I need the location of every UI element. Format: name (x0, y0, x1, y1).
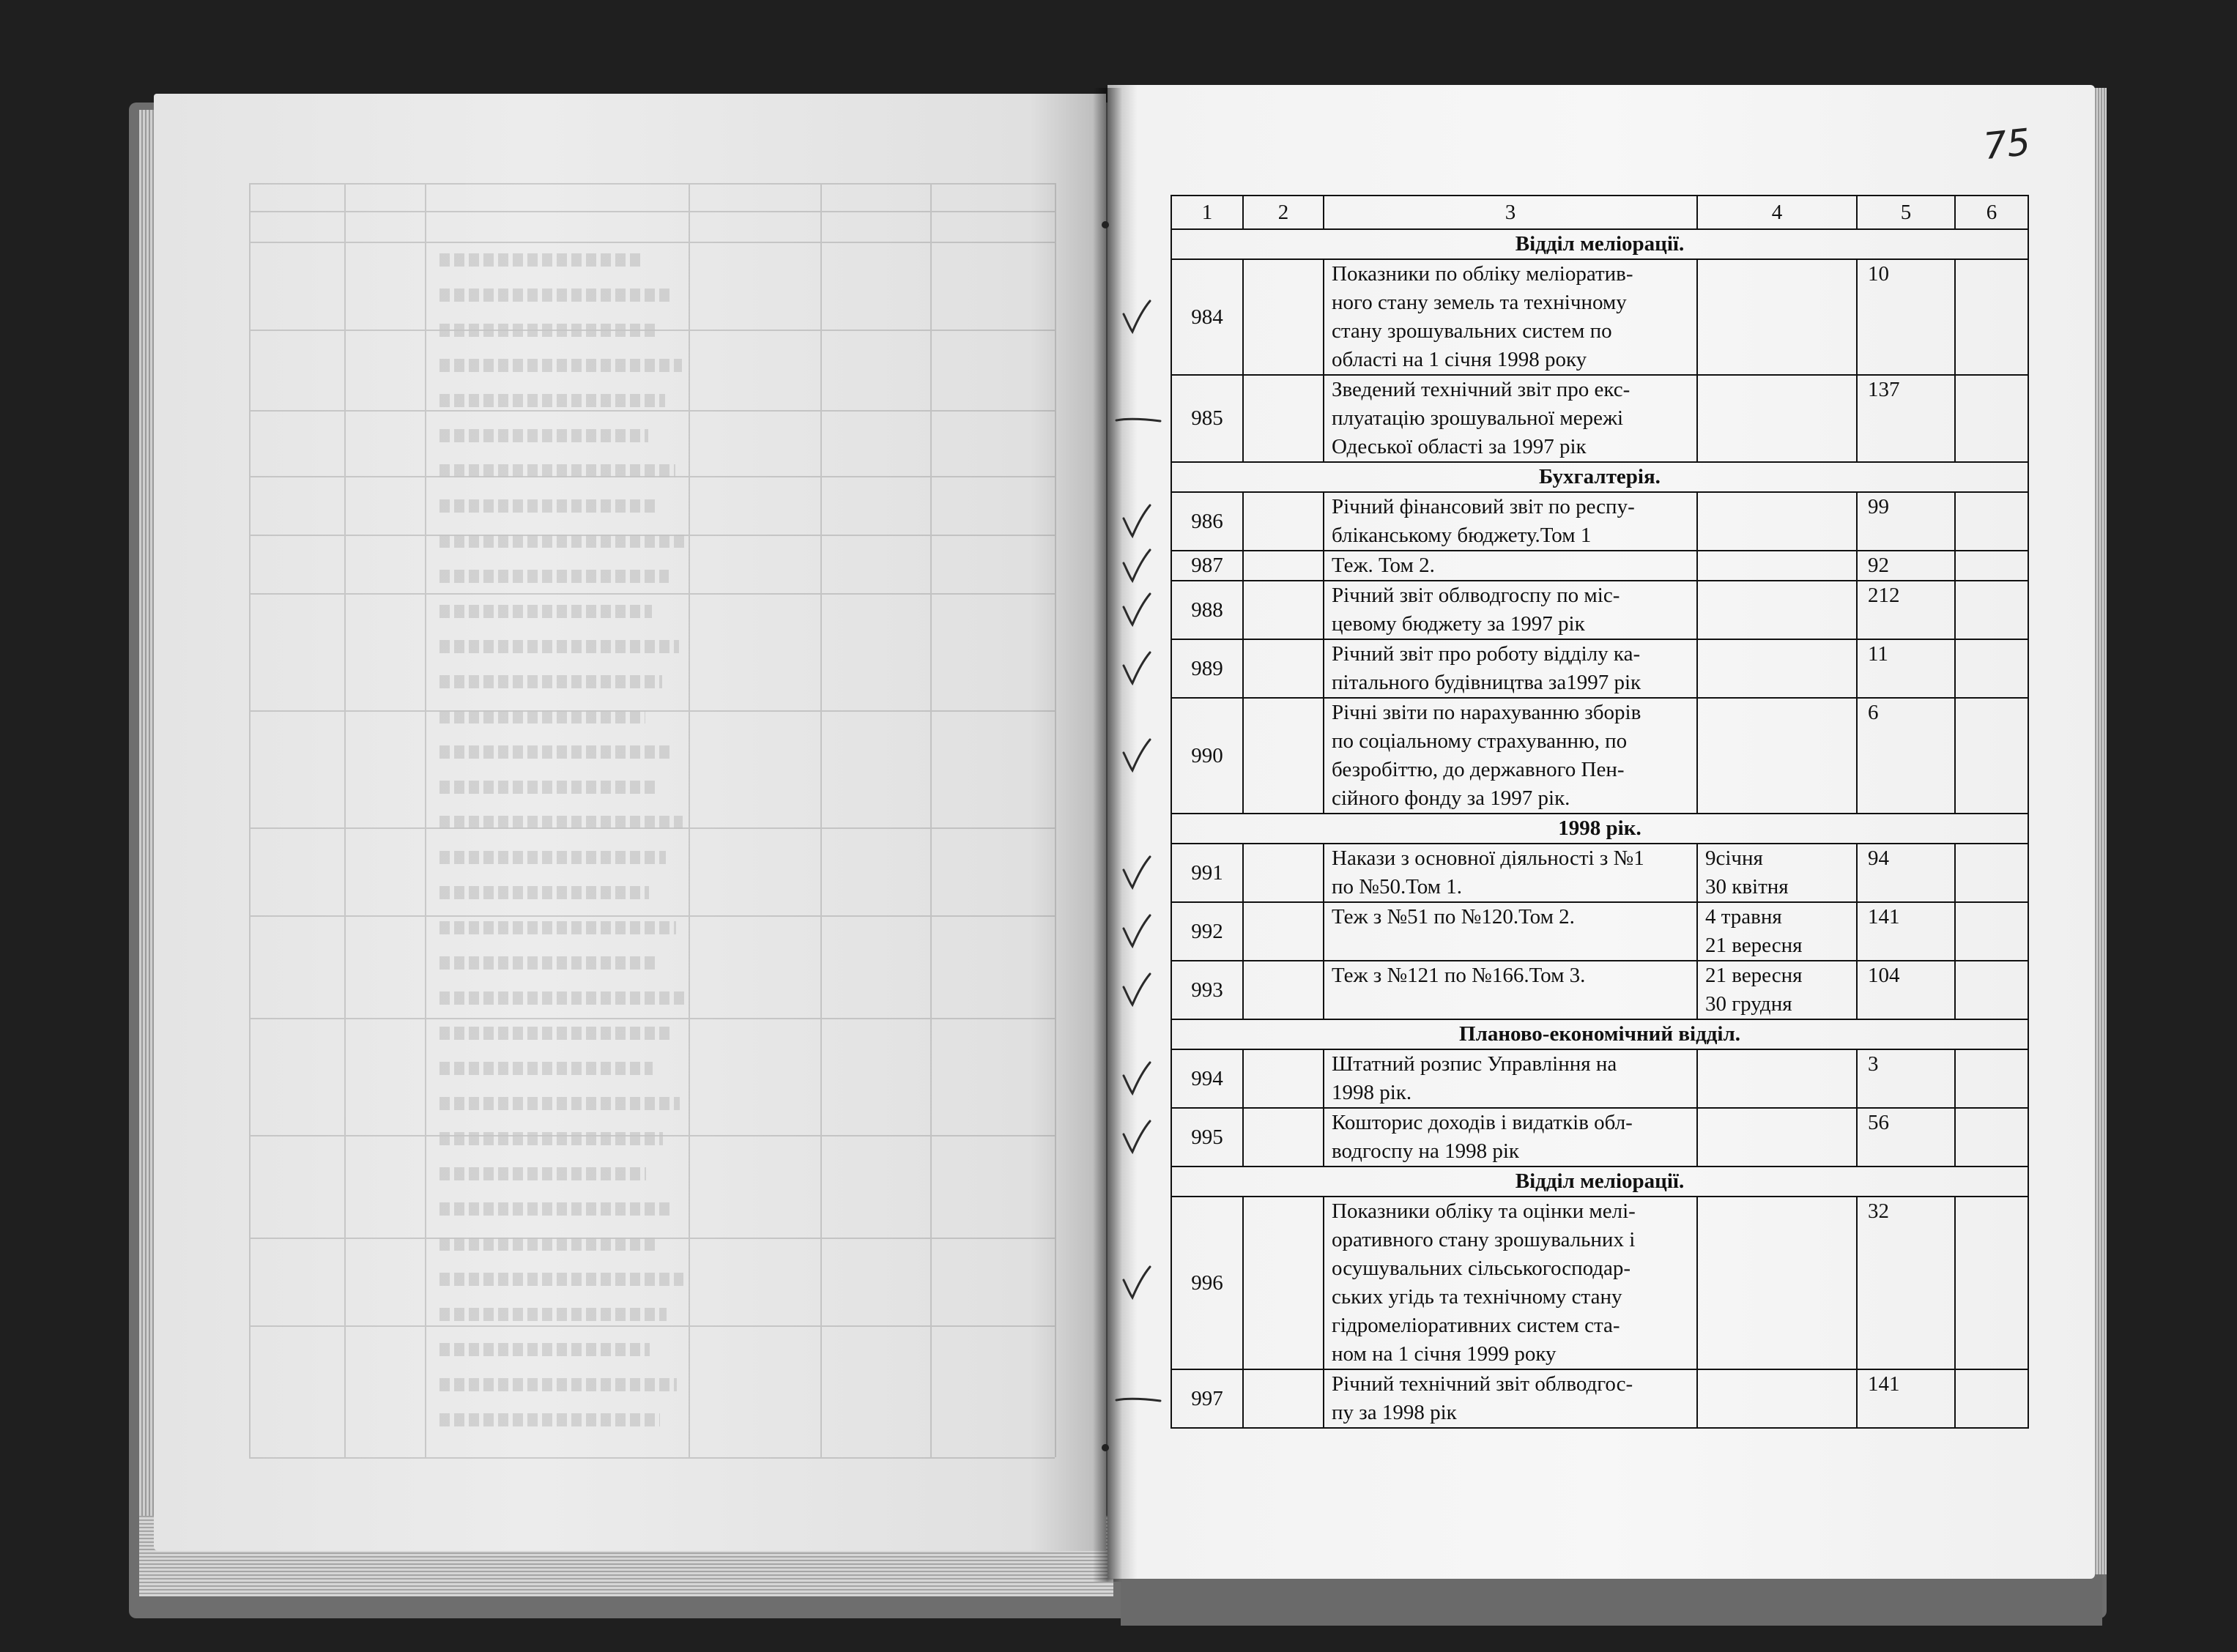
item-number: 996 (1171, 1197, 1243, 1369)
item-title (1324, 698, 1697, 814)
item-dates (1697, 259, 1857, 375)
table-row (1171, 902, 2028, 961)
old-number-cell (1243, 698, 1324, 814)
bleed-text (439, 1167, 646, 1180)
item-pages: 6 (1857, 698, 1955, 814)
item-title (1324, 844, 1697, 902)
section-title: Відділ меліорації. (1171, 1167, 2028, 1197)
item-number: 993 (1171, 961, 1243, 1019)
table-row (1171, 259, 2028, 375)
item-title (1324, 492, 1697, 551)
table-row (1171, 551, 2028, 581)
text-line: бліканському бюджету.Том 1 (1332, 524, 1592, 547)
pencil-check-mark (1113, 648, 1165, 689)
item-note (1955, 639, 2028, 698)
old-number-cell (1243, 639, 1324, 698)
item-note (1955, 551, 2028, 581)
binding-hole (1102, 221, 1109, 228)
pencil-check-mark (1113, 852, 1165, 893)
text-line: ських угідь та технічному стану (1332, 1285, 1622, 1309)
text-line: Зведений технічний звіт про екс- (1332, 378, 1631, 401)
item-note (1955, 961, 2028, 1019)
bleed-text (439, 1308, 667, 1321)
old-number-cell (1243, 1369, 1324, 1428)
bleed-text (439, 1378, 677, 1391)
text-line: стану зрошувальних систем по (1332, 319, 1612, 343)
item-pages: 104 (1857, 961, 1955, 1019)
header-cell-1: 1 (1171, 196, 1243, 229)
item-note (1955, 1049, 2028, 1108)
bleed-text (439, 1273, 683, 1286)
item-pages: 32 (1857, 1197, 1955, 1369)
item-dates (1697, 492, 1857, 551)
bleed-text (439, 289, 672, 302)
section-title: Бухгалтерія. (1171, 462, 2028, 492)
header-row (1171, 196, 2028, 229)
bleed-line (820, 183, 822, 1457)
pencil-check-mark (1113, 297, 1165, 338)
pencil-check-mark (1113, 589, 1165, 630)
item-pages: 92 (1857, 551, 1955, 581)
old-number-cell (1243, 1049, 1324, 1108)
item-pages: 212 (1857, 581, 1955, 639)
bleed-text (439, 816, 683, 829)
old-number-cell (1243, 961, 1324, 1019)
item-note (1955, 259, 2028, 375)
text-line: оративного стану зрошувальних і (1332, 1228, 1636, 1251)
header-cell-5: 5 (1857, 196, 1955, 229)
table-row (1171, 698, 2028, 814)
item-pages: 141 (1857, 902, 1955, 961)
item-dates (1697, 581, 1857, 639)
text-line: по соціальному страхуванню, по (1332, 729, 1628, 753)
table-row (1171, 961, 2028, 1019)
item-number: 986 (1171, 492, 1243, 551)
section-row (1171, 462, 2028, 492)
pencil-check-mark (1113, 911, 1165, 952)
bleed-text (439, 535, 686, 548)
old-number-cell (1243, 551, 1324, 581)
item-dates (1697, 698, 1857, 814)
bleed-line (930, 183, 932, 1457)
binding-hole (1102, 1444, 1109, 1451)
pencil-dash-mark (1113, 1378, 1165, 1419)
text-line: 4 травня (1705, 905, 1782, 929)
item-title (1324, 551, 1697, 581)
text-line: Річний звіт про роботу відділу ка- (1332, 642, 1641, 666)
bleed-line (249, 183, 251, 1457)
bleed-line (249, 915, 1055, 917)
bleed-line (249, 1457, 1055, 1459)
item-title (1324, 259, 1697, 375)
bleed-text (439, 886, 649, 899)
bleed-line (249, 211, 1055, 212)
table-row (1171, 492, 2028, 551)
item-dates (1697, 961, 1857, 1019)
section-row (1171, 1019, 2028, 1049)
item-pages: 56 (1857, 1108, 1955, 1167)
section-row (1171, 229, 2028, 259)
item-number: 988 (1171, 581, 1243, 639)
item-note (1955, 375, 2028, 462)
item-dates (1697, 375, 1857, 462)
item-title (1324, 1108, 1697, 1167)
item-number: 995 (1171, 1108, 1243, 1167)
table-row (1171, 581, 2028, 639)
text-line: плуатацію зрошувальної мережі (1332, 406, 1624, 430)
text-line: осушувальних сільськогосподар- (1332, 1257, 1631, 1280)
bleed-text (439, 324, 655, 337)
bleed-line (1055, 183, 1056, 1457)
bleed-text (439, 1027, 669, 1040)
item-dates (1697, 902, 1857, 961)
text-line: Показники обліку та оцінки мелі- (1332, 1199, 1636, 1223)
section-row (1171, 1167, 2028, 1197)
item-title (1324, 961, 1697, 1019)
item-pages: 3 (1857, 1049, 1955, 1108)
table-row (1171, 1369, 2028, 1428)
bleed-text (439, 1238, 656, 1251)
bleed-line (344, 183, 346, 1457)
section-title: 1998 рік. (1171, 814, 2028, 844)
bleed-text (439, 499, 659, 513)
item-pages: 94 (1857, 844, 1955, 902)
item-title (1324, 1369, 1697, 1428)
section-title: Планово-економічний відділ. (1171, 1019, 2028, 1049)
text-line: 21 вересня (1705, 964, 1803, 987)
bleed-line (249, 710, 1055, 712)
item-dates (1697, 1197, 1857, 1369)
old-number-cell (1243, 1108, 1324, 1167)
bleed-line (425, 183, 426, 1457)
bleed-text (439, 956, 659, 970)
bleed-line (249, 1018, 1055, 1019)
item-title (1324, 1197, 1697, 1369)
bleed-text (439, 394, 665, 407)
item-note (1955, 844, 2028, 902)
text-line: безробіттю, до державного Пен- (1332, 758, 1625, 781)
bleed-line (249, 410, 1055, 412)
header-cell-3: 3 (1324, 196, 1697, 229)
text-line: сійного фонду за 1997 рік. (1332, 786, 1570, 810)
text-line: гідромеліоративних систем ста- (1332, 1314, 1620, 1337)
item-pages: 99 (1857, 492, 1955, 551)
item-number: 989 (1171, 639, 1243, 698)
item-dates (1697, 1369, 1857, 1428)
item-number: 990 (1171, 698, 1243, 814)
table-row (1171, 1108, 2028, 1167)
old-number-cell (1243, 902, 1324, 961)
item-dates (1697, 551, 1857, 581)
text-line: 21 вересня (1705, 934, 1803, 957)
old-number-cell (1243, 844, 1324, 902)
item-note (1955, 492, 2028, 551)
bleed-text (439, 359, 682, 372)
item-number: 987 (1171, 551, 1243, 581)
old-number-cell (1243, 1197, 1324, 1369)
item-number: 984 (1171, 259, 1243, 375)
cover-edge (1121, 1574, 2102, 1626)
bleed-text (439, 429, 648, 442)
item-dates (1697, 639, 1857, 698)
bleed-line (249, 242, 1055, 243)
text-line: області на 1 січня 1998 року (1332, 348, 1587, 371)
page-stack-right-edge (2093, 88, 2107, 1574)
pencil-check-mark (1113, 1058, 1165, 1099)
table-row (1171, 1049, 2028, 1108)
pencil-check-mark (1113, 546, 1165, 587)
header-cell-4: 4 (1697, 196, 1857, 229)
bleed-text (439, 1202, 673, 1216)
item-pages: 10 (1857, 259, 1955, 375)
item-dates (1697, 844, 1857, 902)
bleed-text (439, 253, 645, 267)
bleed-text (439, 745, 672, 759)
table-row (1171, 639, 2028, 698)
item-note (1955, 1197, 2028, 1369)
item-note (1955, 902, 2028, 961)
pencil-check-mark (1113, 1117, 1165, 1158)
register-table (1171, 195, 2029, 1429)
item-number: 997 (1171, 1369, 1243, 1428)
bleed-text (439, 1132, 663, 1145)
text-line: Річний технічний звіт облводгос- (1332, 1372, 1633, 1396)
pencil-check-mark (1113, 970, 1165, 1011)
header-cell-6: 6 (1955, 196, 2028, 229)
text-line: Кошторис доходів і видатків обл- (1332, 1111, 1633, 1134)
item-dates (1697, 1049, 1857, 1108)
item-number: 985 (1171, 375, 1243, 462)
bleed-line (249, 183, 1055, 185)
section-row (1171, 814, 2028, 844)
text-line: Теж з №121 по №166.Том 3. (1332, 964, 1586, 987)
item-pages: 137 (1857, 375, 1955, 462)
text-line: по №50.Том 1. (1332, 875, 1463, 898)
header-cell-2: 2 (1243, 196, 1324, 229)
bleed-text (439, 464, 675, 477)
old-number-cell (1243, 375, 1324, 462)
bleed-text (439, 781, 656, 794)
old-number-cell (1243, 492, 1324, 551)
bleed-through-table (249, 183, 1055, 1457)
bleed-text (439, 570, 669, 583)
table-row (1171, 1197, 2028, 1369)
pencil-check-mark (1113, 735, 1165, 776)
item-number: 992 (1171, 902, 1243, 961)
old-number-cell (1243, 581, 1324, 639)
bleed-line (249, 593, 1055, 595)
pencil-check-mark (1113, 1262, 1165, 1303)
item-pages: 11 (1857, 639, 1955, 698)
text-line: 9січня (1705, 847, 1763, 870)
bleed-text (439, 710, 645, 723)
item-note (1955, 581, 2028, 639)
text-line: Річні звіти по нарахуванню зборів (1332, 701, 1641, 724)
bleed-text (439, 675, 662, 688)
item-title (1324, 375, 1697, 462)
text-line: Теж з №51 по №120.Том 2. (1332, 905, 1575, 929)
item-note (1955, 698, 2028, 814)
item-title (1324, 581, 1697, 639)
text-line: 1998 рік. (1332, 1081, 1412, 1104)
text-line: цевому бюджету за 1997 рік (1332, 612, 1585, 636)
text-line: Накази з основної діяльності з №1 (1332, 847, 1644, 870)
table-row (1171, 375, 2028, 462)
pencil-check-mark (1113, 501, 1165, 542)
bleed-text (439, 605, 652, 618)
handwritten-page-number: 75 (1981, 120, 2033, 168)
item-note (1955, 1369, 2028, 1428)
bleed-text (439, 1062, 653, 1075)
bleed-line (689, 183, 690, 1457)
item-number: 991 (1171, 844, 1243, 902)
section-title: Відділ меліорації. (1171, 229, 2028, 259)
bleed-text (439, 1343, 650, 1356)
text-line: 30 квітня (1705, 875, 1789, 898)
bleed-text (439, 1097, 680, 1110)
bleed-text (439, 1413, 660, 1426)
text-line: Теж. Том 2. (1332, 554, 1435, 577)
text-line: пітального будівництва за1997 рік (1332, 671, 1641, 694)
bleed-text (439, 991, 686, 1005)
item-pages: 141 (1857, 1369, 1955, 1428)
bleed-text (439, 851, 666, 864)
item-title (1324, 902, 1697, 961)
item-dates (1697, 1108, 1857, 1167)
pencil-dash-mark (1113, 398, 1165, 439)
item-title (1324, 1049, 1697, 1108)
text-line: Річний звіт облводгоспу по міс- (1332, 584, 1620, 607)
bleed-text (439, 921, 676, 934)
text-line: Показники по обліку меліоратив- (1332, 262, 1633, 286)
item-note (1955, 1108, 2028, 1167)
bleed-text (439, 640, 679, 653)
table-row (1171, 844, 2028, 902)
bleed-line (249, 1325, 1055, 1327)
item-title (1324, 639, 1697, 698)
text-line: водгоспу на 1998 рік (1332, 1139, 1519, 1163)
text-line: Річний фінансовий звіт по респу- (1332, 495, 1635, 518)
text-line: 30 грудня (1705, 992, 1792, 1016)
text-line: ном на 1 січня 1999 року (1332, 1342, 1557, 1366)
text-line: ного стану земель та технічному (1332, 291, 1627, 314)
item-number: 994 (1171, 1049, 1243, 1108)
old-number-cell (1243, 259, 1324, 375)
text-line: пу за 1998 рік (1332, 1401, 1457, 1424)
text-line: Одеської області за 1997 рік (1332, 435, 1587, 458)
text-line: Штатний розпис Управління на (1332, 1052, 1617, 1076)
